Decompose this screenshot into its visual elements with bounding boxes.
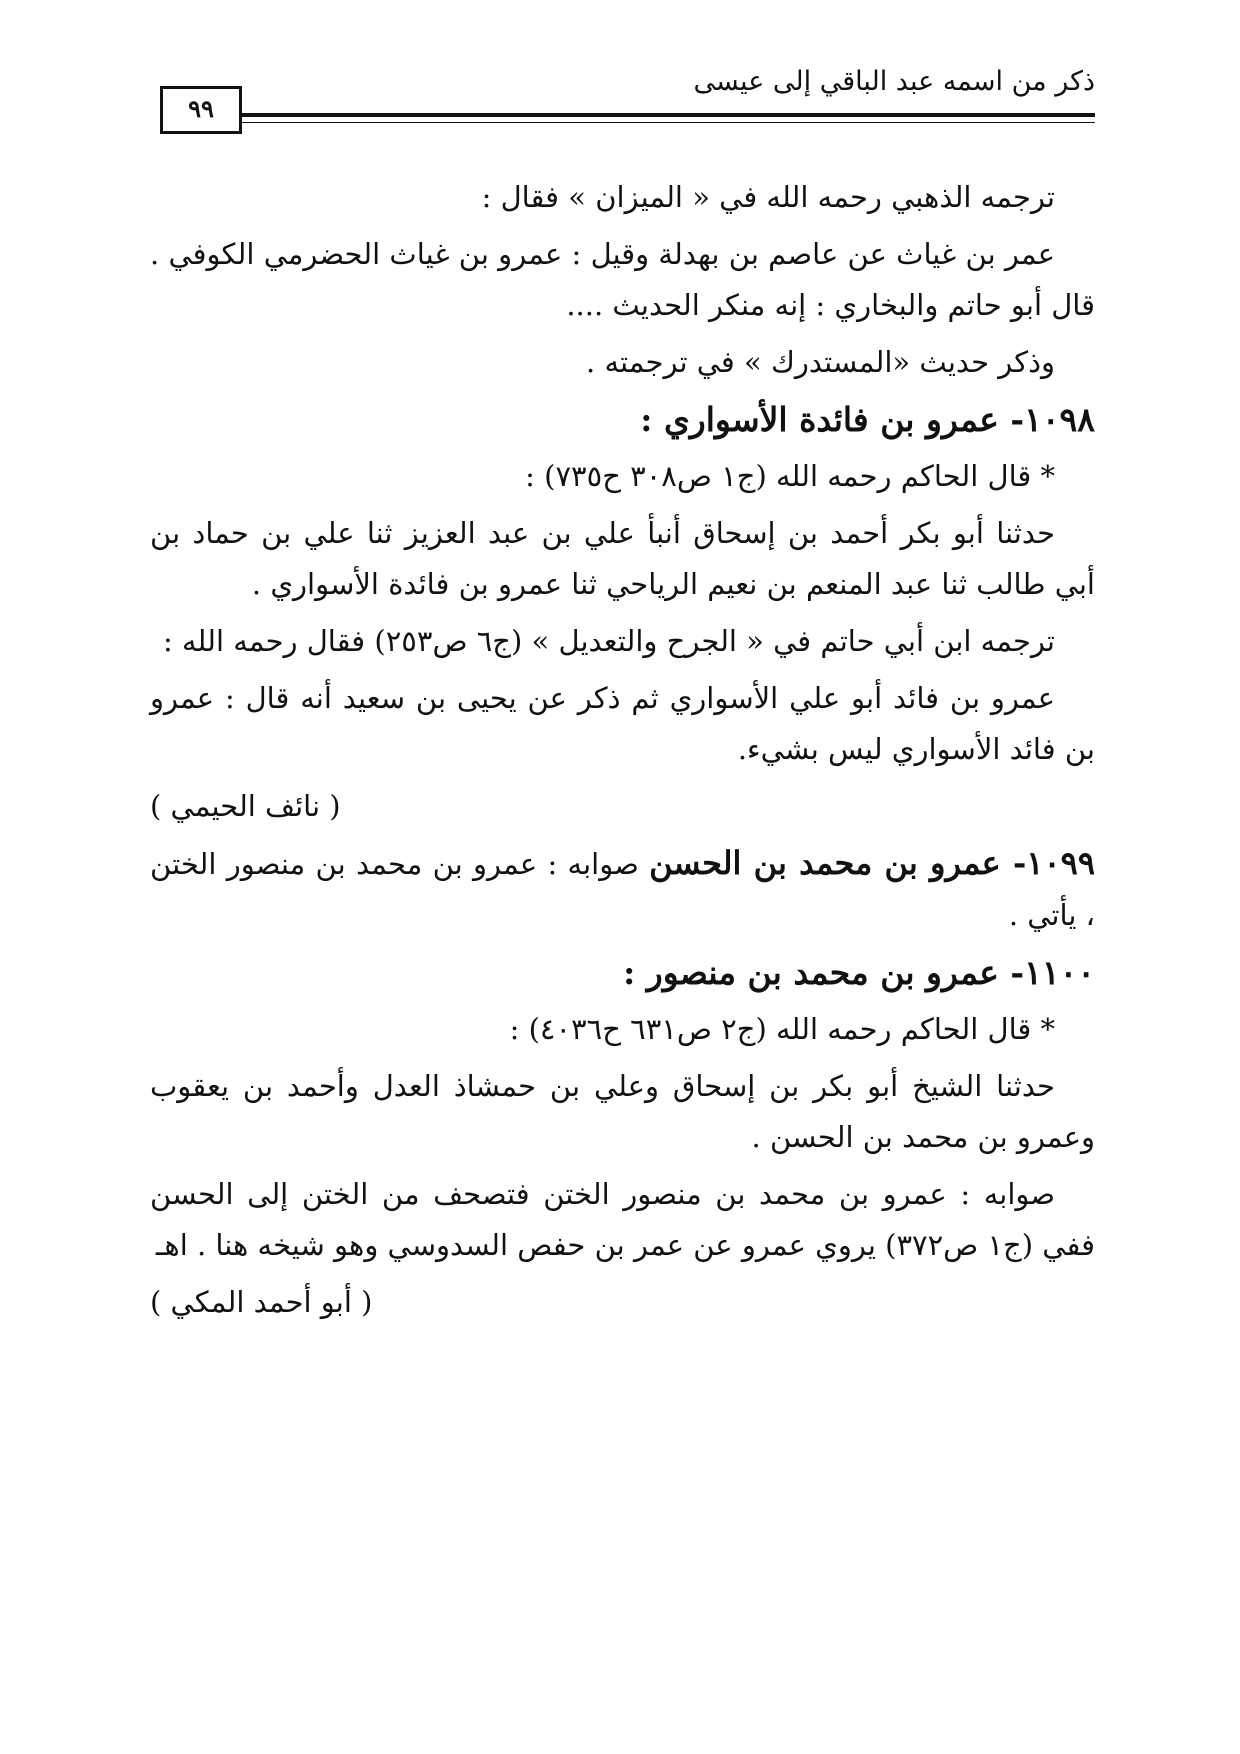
- citation-line: * قال الحاكم رحمه الله (ج١ ص٣٠٨ ح٧٣٥) :: [525, 459, 1055, 493]
- entry-heading-1098: ١٠٩٨- عمرو بن فائدة الأسواري :: [640, 400, 1095, 439]
- running-title: ذكر من اسمه عبد الباقي إلى عيسى: [693, 66, 1095, 97]
- paragraph: حدثنا أبو بكر أحمد بن إسحاق أنبأ علي بن عبد العزيز ثنا علي بن حماد بن أبي طالب ثنا عبد المنعم بن نعيم الرياحي ثنا عمرو بن فائدة الأسواري .: [150, 516, 1095, 601]
- page-number: ٩٩: [160, 86, 242, 134]
- header-rule-thick: [242, 113, 1095, 117]
- entry-heading-1100: ١١٠٠- عمرو بن محمد بن منصور :: [623, 953, 1095, 992]
- entry-1099: [150, 838, 1095, 941]
- header-rule-thin: [242, 122, 1095, 123]
- paragraph: وذكر حديث «المستدرك » في ترجمته .: [586, 345, 1055, 379]
- citation-line: * قال الحاكم رحمه الله (ج٢ ص٦٣١ ح٤٠٣٦) :: [509, 1012, 1055, 1046]
- entry-heading-1099: ١٠٩٩- عمرو بن محمد بن الحسن: [649, 844, 1095, 882]
- page-header: [160, 62, 1095, 142]
- author-signature: ( نائف الحيمي ): [150, 789, 341, 823]
- author-signature: ( أبو أحمد المكي ): [150, 1285, 373, 1319]
- page-body: [150, 172, 1095, 1334]
- entry-note: صوابه : عمرو بن محمد بن منصور الختن ، يأتي .: [150, 847, 1095, 932]
- paragraph: ترجمه ابن أبي حاتم في « الجرح والتعديل » (ج٦ ص٢٥٣) فقال رحمه الله :: [163, 624, 1055, 658]
- paragraph: صوابه : عمرو بن محمد بن منصور الختن فتصحف من الختن إلى الحسن ففي (ج١ ص٣٧٢) يروي عمرو عن عمر بن حفص السدوسي وهو شيخه هنا . اهـ: [150, 1177, 1095, 1262]
- paragraph: عمرو بن فائد أبو علي الأسواري ثم ذكر عن يحيى بن سعيد أنه قال : عمرو بن فائد الأسواري ليس بشيء.: [150, 681, 1095, 766]
- paragraph: ترجمه الذهبي رحمه الله في « الميزان » فقال :: [481, 180, 1055, 214]
- paragraph: عمر بن غياث عن عاصم بن بهدلة وقيل : عمرو بن غياث الحضرمي الكوفي . قال أبو حاتم والبخاري : إنه منكر الحديث ....: [150, 237, 1095, 322]
- paragraph: حدثنا الشيخ أبو بكر بن إسحاق وعلي بن حمشاذ العدل وأحمد بن يعقوب وعمرو بن محمد بن الحسن .: [150, 1069, 1095, 1154]
